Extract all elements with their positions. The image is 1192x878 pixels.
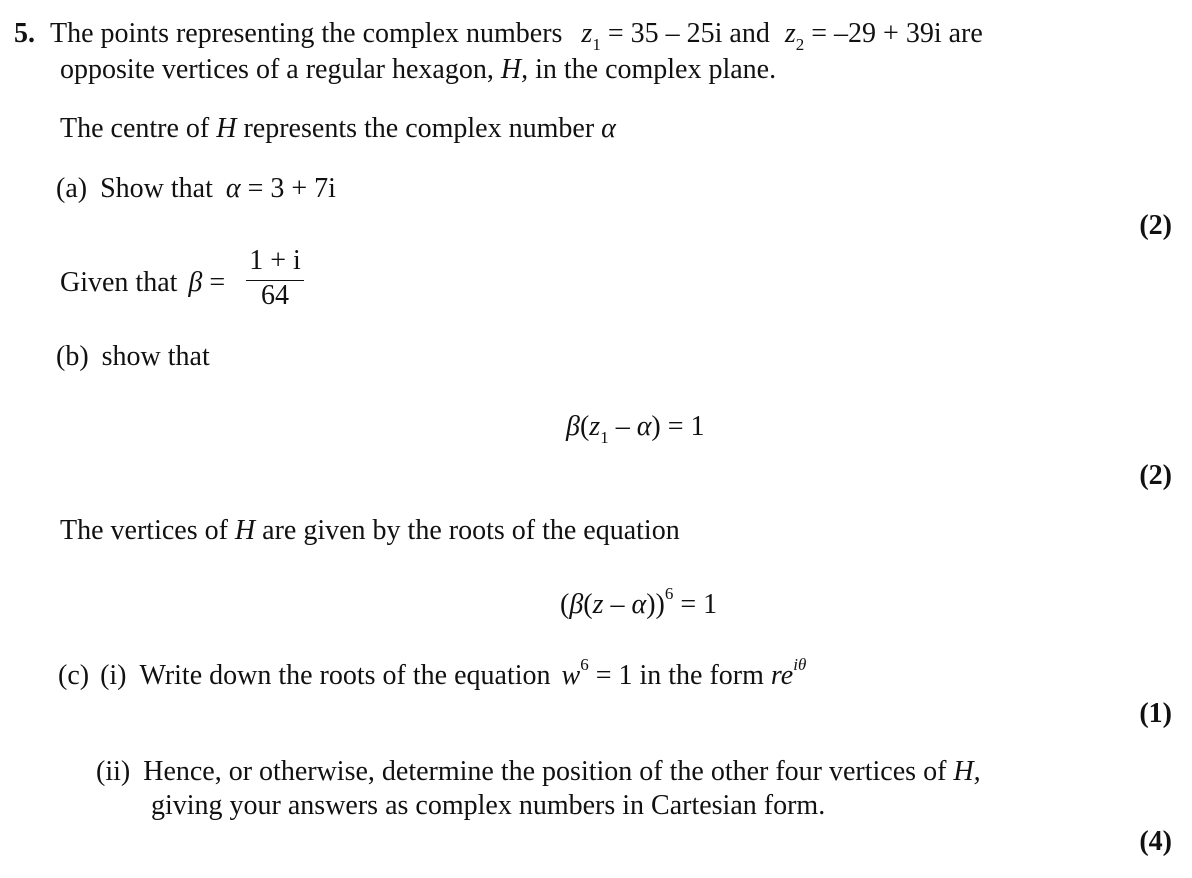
part-b-text: show that <box>101 341 210 372</box>
centre-H: H <box>216 113 237 144</box>
eq-close: ) = 1 <box>651 411 705 442</box>
part-c-i-exp: 6 <box>580 655 589 674</box>
given-equals: = <box>209 267 226 298</box>
part-c-ii-line1-H: H, <box>953 756 981 787</box>
part-b-equation <box>566 410 705 447</box>
eq-minus: – <box>615 411 630 442</box>
heq-close: )) <box>646 589 665 620</box>
z2-sub: 2 <box>795 35 805 54</box>
heq-inner-open: ( <box>583 589 593 620</box>
centre-alpha: α <box>601 113 616 144</box>
eq-alpha: α <box>636 411 652 442</box>
part-c-ii-label: (ii) <box>96 756 131 787</box>
part-c-ii-marks: (4) <box>1139 826 1172 857</box>
centre-statement <box>60 112 616 146</box>
eq-z: z <box>589 411 601 442</box>
z1-expression <box>581 18 770 54</box>
hexagon-equation <box>560 584 718 622</box>
heq-exp: 6 <box>664 584 674 603</box>
part-a-label: (a) <box>56 173 88 204</box>
part-a-marks: (2) <box>1139 210 1172 241</box>
given-beta: β <box>188 267 203 298</box>
part-c-i <box>58 655 807 693</box>
part-c-label: (c) <box>58 660 90 691</box>
z1-var: z <box>581 18 593 49</box>
part-c-i-label: (i) <box>100 660 127 691</box>
part-a-text: Show that <box>100 173 213 204</box>
part-b-label: (b) <box>56 341 89 372</box>
fraction-denominator: 64 <box>261 279 289 311</box>
part-c-i-text-a: Write down the roots of the equation <box>139 660 551 691</box>
vertices-text-a: The vertices of <box>60 515 228 546</box>
part-b <box>56 340 210 374</box>
z1-value: = 35 – 25i and <box>607 18 770 49</box>
given-text: Given that <box>60 267 178 298</box>
part-c-i-w: w <box>561 660 581 691</box>
centre-text-b: represents the complex number <box>243 113 595 144</box>
part-c-i-text-b: = 1 in the form <box>595 660 764 691</box>
z2-var: z <box>784 18 796 49</box>
question-intro-line2 <box>60 53 776 87</box>
heq-rhs: = 1 <box>680 589 718 620</box>
vertices-H: H <box>234 515 256 546</box>
part-c-i-exp2: iθ <box>793 655 807 674</box>
part-b-marks: (2) <box>1139 460 1172 491</box>
given-statement <box>60 266 225 300</box>
z2-expression <box>784 18 983 54</box>
intro-line2-H: H, <box>500 54 529 85</box>
vertices-statement <box>60 514 680 548</box>
eq-sub: 1 <box>600 428 609 447</box>
part-a-value: = 3 + 7i <box>247 173 336 204</box>
part-c-i-marks: (1) <box>1139 698 1172 729</box>
part-a <box>56 172 336 206</box>
intro-line2-b: in the complex plane. <box>535 54 777 85</box>
question-intro-line1 <box>14 17 983 54</box>
part-c-ii-line2: giving your answers as complex numbers in Cartesian form. <box>151 790 826 821</box>
heq-alpha: α <box>631 589 647 620</box>
z1-sub: 1 <box>592 35 601 54</box>
part-c-i-r: re <box>770 660 794 691</box>
question-number: 5. <box>14 18 35 49</box>
heq-open: ( <box>560 589 570 620</box>
heq-z: z <box>592 589 604 620</box>
centre-text-a: The centre of <box>60 113 210 144</box>
eq-open: ( <box>579 411 590 442</box>
fraction-numerator: 1 + i <box>249 245 301 276</box>
intro-text: The points representing the complex numbers <box>50 18 563 49</box>
eq-beta: β <box>566 411 580 442</box>
beta-fraction <box>246 244 304 312</box>
intro-line2-a: opposite vertices of a regular hexagon, <box>60 54 494 85</box>
heq-beta: β <box>569 589 584 620</box>
vertices-text-b: are given by the roots of the equation <box>262 515 680 546</box>
heq-minus: – <box>610 589 625 620</box>
part-c-ii-line1 <box>96 755 981 789</box>
z2-value: = –29 + 39i are <box>811 18 983 49</box>
part-a-alpha: α <box>225 173 241 204</box>
part-c-ii-line1-a: Hence, or otherwise, determine the position of the other four vertices of <box>143 756 947 787</box>
